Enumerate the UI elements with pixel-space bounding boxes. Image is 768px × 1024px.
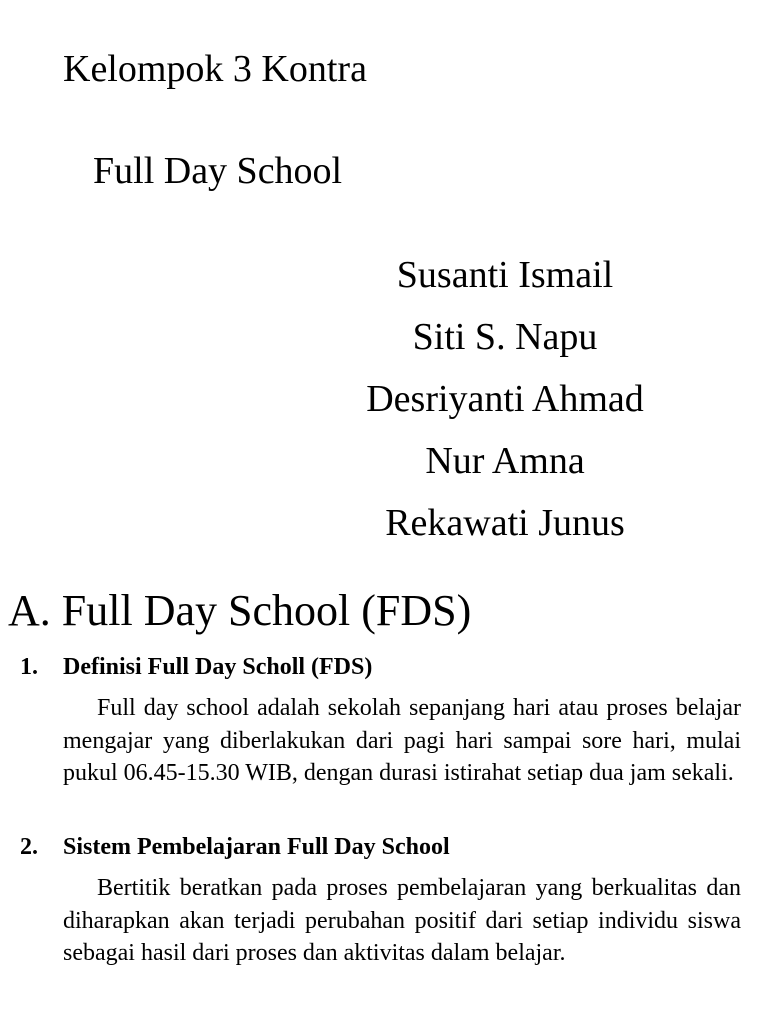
item-title: Definisi Full Day Scholl (FDS) bbox=[63, 654, 373, 680]
group-title: Kelompok 3 Kontra bbox=[63, 48, 367, 90]
member-name: Desriyanti Ahmad bbox=[366, 378, 644, 420]
item-paragraph: Full day school adalah sekolah sepanjang hari atau proses belajar mengajar yang diberlakukan dari pagi hari sampai sore hari, mulai pukul 06.45-15.30 WIB, dengan durasi istirahat setiap dua jam sekali. bbox=[63, 695, 741, 786]
item-number: 1. bbox=[20, 654, 38, 680]
member-list bbox=[255, 244, 755, 554]
item-title: Sistem Pembelajaran Full Day School bbox=[63, 834, 450, 860]
item-number: 2. bbox=[20, 834, 38, 860]
member-name: Nur Amna bbox=[425, 440, 585, 482]
member-name: Susanti Ismail bbox=[396, 254, 614, 296]
section-heading: A. Full Day School (FDS) bbox=[8, 586, 472, 635]
item-paragraph: Bertitik beratkan pada proses pembelajaran yang berkualitas dan diharapkan akan terjadi perubahan positif dari setiap individu siswa sebagai hasil dari proses dan aktivitas dalam belajar. bbox=[63, 875, 741, 966]
member-name: Siti S. Napu bbox=[412, 316, 598, 358]
document-title: Full Day School bbox=[93, 150, 343, 192]
member-name: Rekawati Junus bbox=[385, 502, 625, 544]
